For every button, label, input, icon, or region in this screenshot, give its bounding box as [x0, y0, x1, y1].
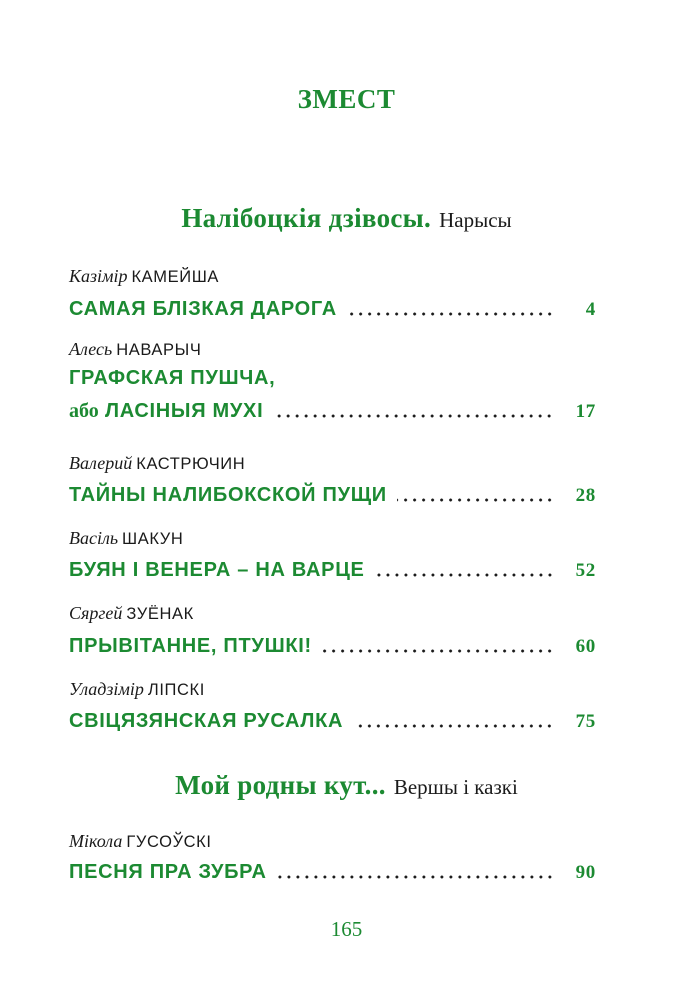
dot-leader	[273, 414, 554, 418]
page-folio: 165	[330, 917, 363, 941]
section-title: Мой родны кут...	[175, 770, 386, 800]
section-title: Налібоцкія дзівосы.	[181, 203, 432, 233]
dot-leader	[347, 312, 554, 316]
author-last-name: КАМЕЙША	[131, 268, 220, 286]
toc-entry[interactable]	[69, 395, 596, 423]
author-last-name: НАВАРЫЧ	[116, 341, 202, 359]
author-last-name: ГУСОЎСКІ	[126, 833, 212, 851]
section-heading	[0, 203, 693, 234]
author	[69, 339, 201, 360]
author-first-name: Мікола	[69, 831, 123, 851]
entry-title-line[interactable]: ГРАФСКАЯ ПУШЧА,	[69, 367, 276, 389]
dot-leader	[397, 498, 554, 502]
toc-entry[interactable]	[69, 705, 596, 733]
entry-title-line: ЛАСІНЫЯ МУХІ	[105, 400, 264, 422]
author-first-name: Казімір	[69, 266, 128, 286]
page-number: 4	[585, 299, 596, 320]
dot-leader	[375, 573, 554, 577]
author	[69, 453, 245, 474]
page-number: 90	[575, 862, 596, 883]
toc-entry[interactable]	[69, 856, 596, 884]
entry-title: СВІЦЯЗЯНСКАЯ РУСАЛКА	[69, 710, 344, 732]
author-last-name: ШАКУН	[122, 530, 184, 548]
entry-title: ТАЙНЫ НАЛИБОКСКОЙ ПУЩИ	[69, 484, 387, 506]
author	[69, 266, 219, 287]
dot-leader	[353, 724, 554, 728]
entry-title-connector: або	[69, 400, 99, 422]
entry-title: САМАЯ БЛІЗКАЯ ДАРОГА	[69, 298, 337, 320]
section-heading	[0, 770, 693, 801]
toc-entry[interactable]	[69, 554, 596, 582]
author-first-name: Валерий	[69, 453, 133, 473]
page-number: 60	[575, 636, 596, 657]
author-first-name: Васіль	[69, 528, 119, 548]
dot-leader	[277, 875, 554, 879]
author-first-name: Сяргей	[69, 603, 123, 623]
author-last-name: КАСТРЮЧИН	[136, 455, 246, 473]
page-number: 52	[575, 560, 596, 581]
entry-title: ПЕСНЯ ПРА ЗУБРА	[69, 861, 267, 883]
author	[69, 679, 205, 700]
author	[69, 603, 194, 624]
author-last-name: ЗУЁНАК	[126, 605, 194, 623]
author-first-name: Алесь	[69, 339, 113, 359]
page-number: 28	[575, 485, 596, 506]
author	[69, 528, 183, 549]
author-first-name: Уладзімір	[69, 679, 144, 699]
author-last-name: ЛІПСКІ	[147, 681, 205, 699]
page-number: 75	[575, 711, 596, 732]
toc-entry[interactable]	[69, 630, 596, 658]
dot-leader	[322, 649, 554, 653]
toc-entry[interactable]	[69, 293, 596, 321]
entry-title	[69, 400, 263, 423]
section-subtitle: Нарысы	[439, 208, 512, 232]
page-number: 17	[575, 401, 596, 422]
entry-title: ПРЫВІТАННЕ, ПТУШКІ!	[69, 635, 312, 657]
toc-entry[interactable]	[69, 479, 596, 507]
section-subtitle: Вершы і казкі	[393, 775, 518, 799]
page-title: ЗМЕСТ	[297, 84, 396, 114]
author	[69, 831, 212, 852]
entry-title: БУЯН І ВЕНЕРА – НА ВАРЦЕ	[69, 559, 365, 581]
